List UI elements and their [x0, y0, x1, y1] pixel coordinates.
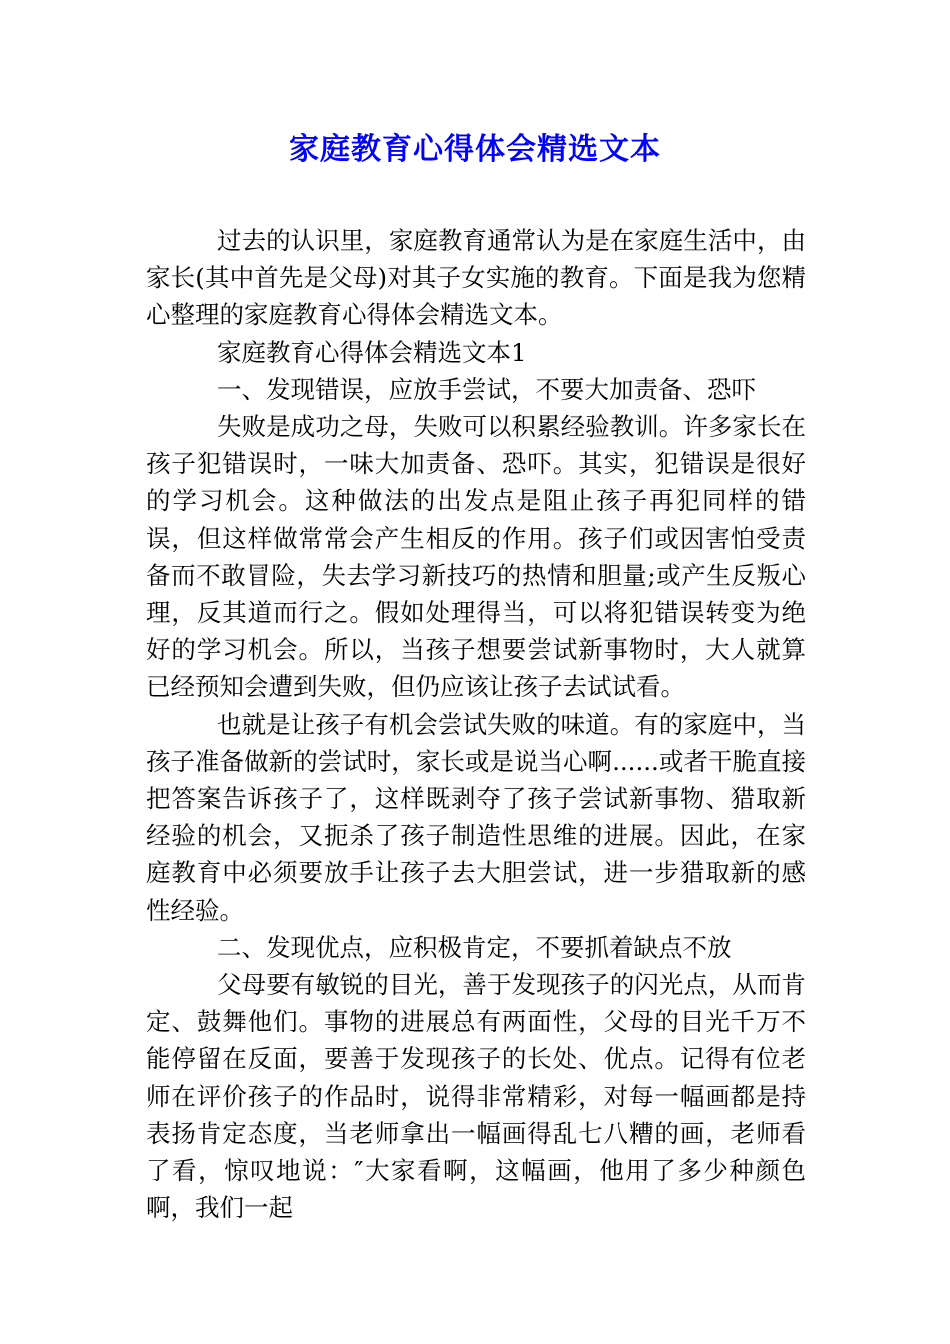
paragraph-intro: 过去的认识里，家庭教育通常认为是在家庭生活中，由家长(其中首先是父母)对其子女实施的教育。下面是我为您精心整理的家庭教育心得体会精选文本。: [146, 226, 806, 330]
document-body: [146, 222, 806, 1226]
subheading-two: 二、发现优点，应积极肯定，不要抓着缺点不放: [217, 932, 732, 962]
section-heading: 家庭教育心得体会精选文本1: [217, 337, 527, 367]
document-title: 家庭教育心得体会精选文本: [289, 132, 661, 167]
paragraph: 失败是成功之母，失败可以积累经验教训。许多家长在孩子犯错误时，一味大加责备、恐吓。其实，犯错误是很好的学习机会。这种做法的出发点是阻止孩子再犯同样的错误，但这样做常常会产生相反的作用。孩子们或因害怕受责备而不敢冒险，失去学习新技巧的热情和胆量;或产生反叛心理，反其道而行之。假如处理得当，可以将犯错误转变为绝好的学习机会。所以，当孩子想要尝试新事物时，大人就算已经预知会遭到失败，但仍应该让孩子去试试看。: [146, 412, 806, 702]
paragraph: 父母要有敏锐的目光，善于发现孩子的闪光点，从而肯定、鼓舞他们。事物的进展总有两面性，父母的目光千万不能停留在反面，要善于发现孩子的长处、优点。记得有位老师在评价孩子的作品时，说得非常精彩，对每一幅画都是持表扬肯定态度，当老师拿出一幅画得乱七八糟的画，老师看了看，惊叹地说：″大家看啊，这幅画，他用了多少种颜色啊，我们一起: [146, 970, 806, 1223]
subheading-one: 一、发现错误，应放手尝试，不要大加责备、恐吓: [217, 374, 757, 404]
paragraph: 也就是让孩子有机会尝试失败的味道。有的家庭中，当孩子准备做新的尝试时，家长或是说当心啊......或者干脆直接把答案告诉孩子了，这样既剥夺了孩子尝试新事物、猎取新经验的机会，又扼杀了孩子制造性思维的进展。因此，在家庭教育中必须要放手让孩子去大胆尝试，进一步猎取新的感性经验。: [146, 709, 806, 925]
